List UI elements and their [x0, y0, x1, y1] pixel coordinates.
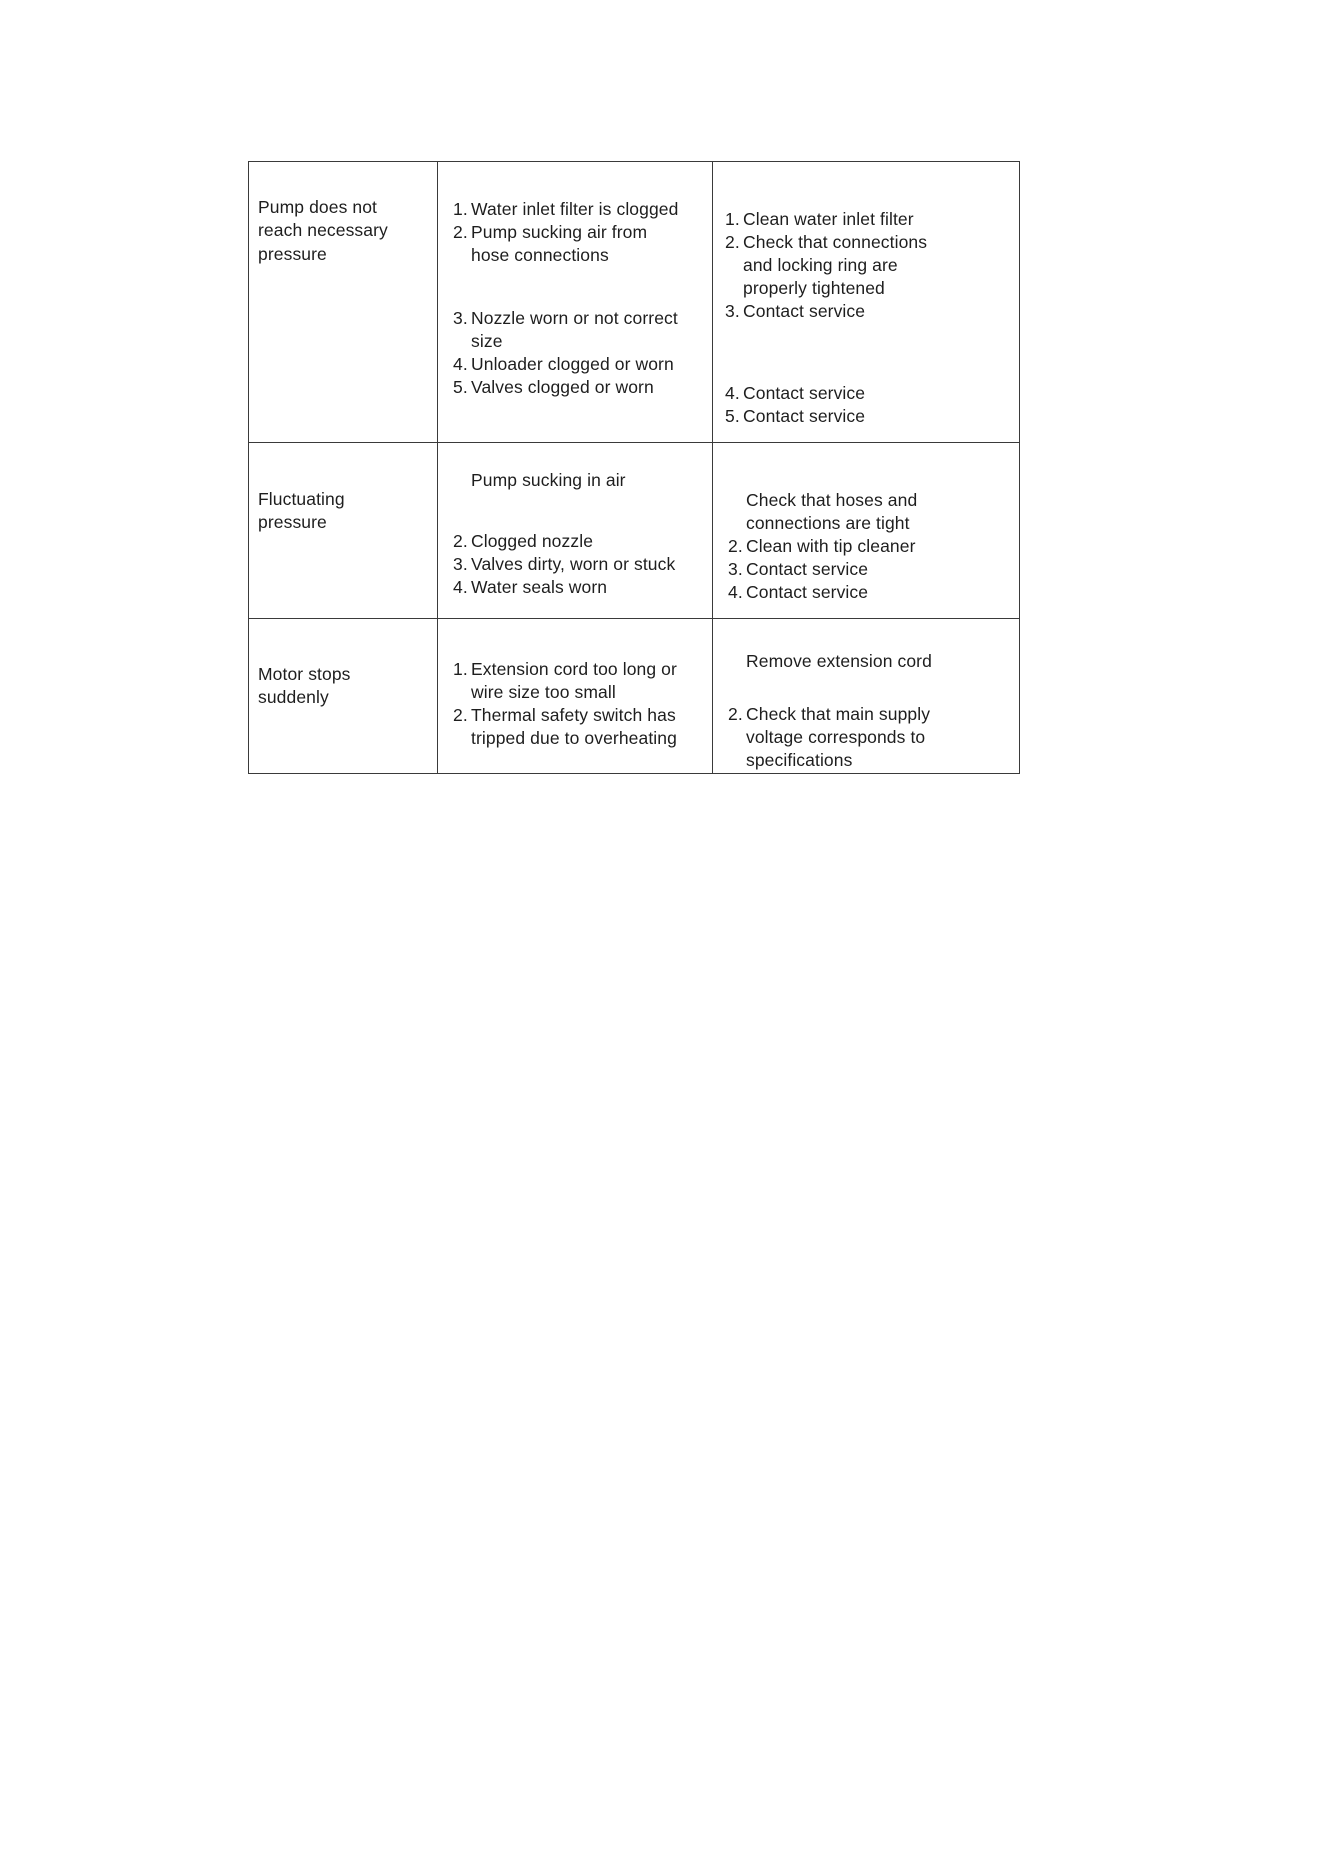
solution-cell — [713, 162, 1020, 443]
solution-item: connections are tight — [746, 513, 910, 533]
cause-item: size — [471, 331, 503, 351]
problem-line: suddenly — [258, 687, 329, 707]
problem-cell — [249, 443, 438, 619]
solution-item: 3. Contact service — [728, 559, 869, 579]
problem-line: Motor stops — [258, 664, 351, 684]
cause-item: Pump sucking in air — [471, 470, 626, 490]
solution-item: 2. Clean with tip cleaner — [728, 536, 916, 556]
solution-item: 2. Check that main supply — [728, 704, 931, 724]
problem-cell — [249, 162, 438, 443]
cause-item: tripped due to overheating — [471, 728, 677, 748]
cause-item: 4. Unloader clogged or worn — [453, 354, 674, 374]
table-row — [249, 162, 1020, 443]
problem-line: Pump does not — [258, 197, 378, 217]
solution-item: and locking ring are — [743, 255, 898, 275]
table-row — [249, 619, 1020, 774]
solution-item: properly tightened — [743, 278, 885, 298]
solution-item: 2. Check that connections — [725, 232, 928, 252]
solution-item: 4. Contact service — [728, 582, 869, 602]
cause-cell — [438, 619, 713, 774]
problem-line: pressure — [258, 244, 327, 264]
solution-item: Check that hoses and — [746, 490, 918, 510]
cause-item: 1. Extension cord too long or — [453, 659, 677, 679]
solution-item: specifications — [746, 750, 853, 770]
cause-item: wire size too small — [471, 682, 616, 702]
solution-item: 5. Contact service — [725, 406, 866, 426]
cause-item: 2. Clogged nozzle — [453, 531, 594, 551]
problem-line: reach necessary — [258, 220, 388, 240]
cause-item: 2. Thermal safety switch has — [453, 705, 676, 725]
problem-line: pressure — [258, 512, 327, 532]
solution-item: 3. Contact service — [725, 301, 866, 321]
solution-item: Remove extension cord — [746, 651, 932, 671]
cause-cell — [438, 162, 713, 443]
cause-item: 3. Valves dirty, worn or stuck — [453, 554, 676, 574]
problem-line: Fluctuating — [258, 489, 345, 509]
solution-item: 1. Clean water inlet filter — [725, 209, 914, 229]
problem-cell — [249, 619, 438, 774]
cause-item: 1. Water inlet filter is clogged — [453, 199, 679, 219]
solution-item: 4. Contact service — [725, 383, 866, 403]
solution-item: voltage corresponds to — [746, 727, 926, 747]
table-row — [249, 443, 1020, 619]
solution-cell — [713, 619, 1020, 774]
cause-item: 3. Nozzle worn or not correct — [453, 308, 678, 328]
cause-item: 5. Valves clogged or worn — [453, 377, 654, 397]
cause-item: hose connections — [471, 245, 609, 265]
solution-cell — [713, 443, 1020, 619]
cause-item: 2. Pump sucking air from — [453, 222, 648, 242]
troubleshooting-table — [248, 161, 1020, 774]
cause-item: 4. Water seals worn — [453, 577, 608, 597]
cause-cell — [438, 443, 713, 619]
